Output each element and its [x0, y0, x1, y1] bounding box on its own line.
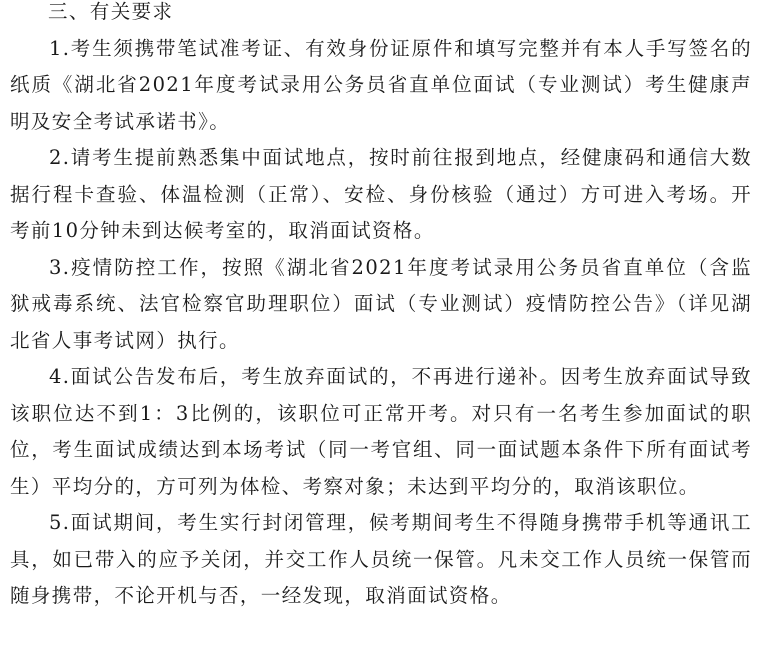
requirement-paragraph-4: 4.面试公告发布后，考生放弃面试的，不再进行递补。因考生放弃面试导致该职位达不到1：3比例的，该职位可正常开考。对只有一名考生参加面试的职位，考生面试成绩达到本场考试（同一考官组、同一面试题本条件下所有面试考生）平均分的，方可列为体检、考察对象；未达到平均分的，取消该职位。: [10, 365, 752, 498]
requirement-paragraph-1: 1.考生须携带笔试准考证、有效身份证原件和填写完整并有本人手写签名的纸质《湖北省2021年度考试录用公务员省直单位面试（专业测试）考生健康声明及安全考试承诺书》。: [10, 36, 752, 133]
requirement-paragraph-5: 5.面试期间，考生实行封闭管理，候考期间考生不得随身携带手机等通讯工具，如已带入的应予关闭，并交工作人员统一保管。凡未交工作人员统一保管而随身携带，不论开机与否，一经发现，取消面试资格。: [10, 511, 752, 607]
requirement-paragraph-3: 3.疫情防控工作，按照《湖北省2021年度考试录用公务员省直单位（含监狱戒毒系统、法官检察官助理职位）面试（专业测试）疫情防控公告》（详见湖北省人事考试网）执行。: [10, 255, 752, 352]
section-heading: 三、有关要求: [48, 0, 174, 23]
document-body: [10, 0, 752, 615]
requirement-paragraph-2: 2.请考生提前熟悉集中面试地点，按时前往报到地点，经健康码和通信大数据行程卡查验、体温检测（正常）、安检、身份核验（通过）方可进入考场。开考前10分钟未到达候考室的，取消面试资格。: [10, 146, 752, 242]
